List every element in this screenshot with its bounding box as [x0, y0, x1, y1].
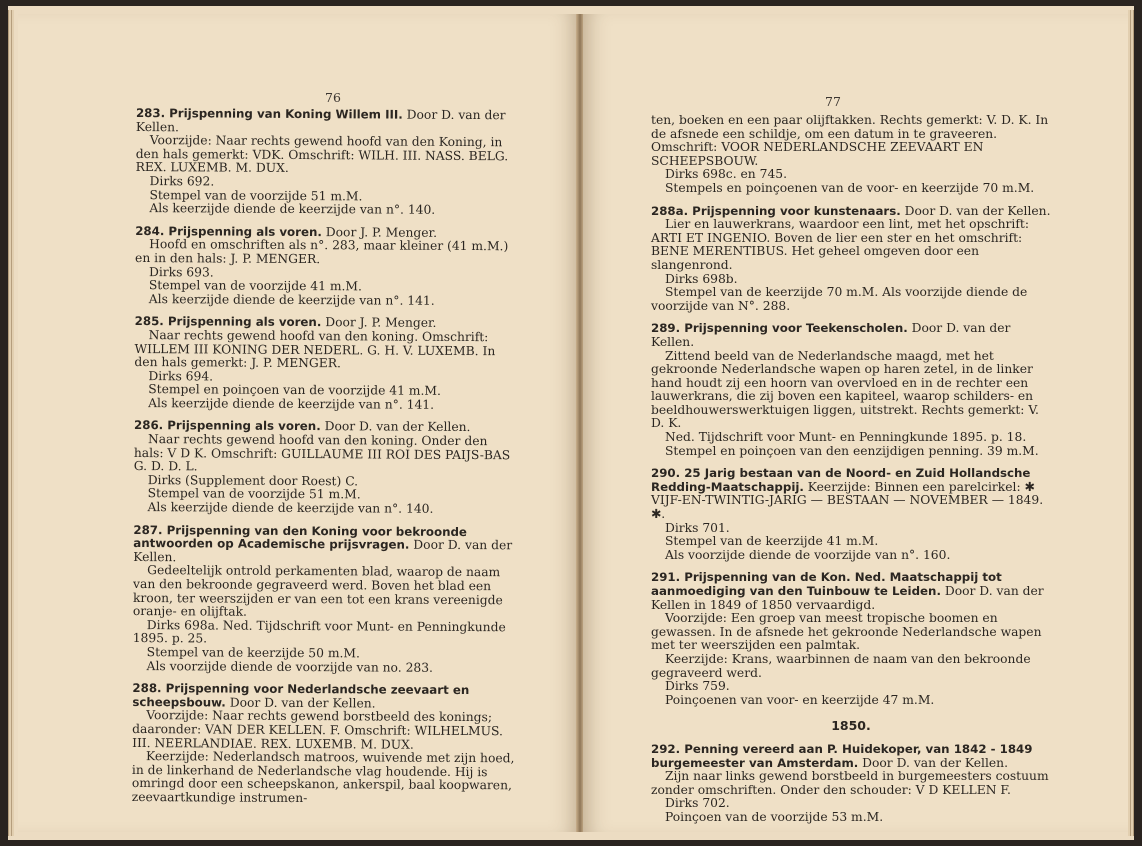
- entries-block: [651, 205, 1051, 708]
- catalog-entry: [133, 524, 520, 676]
- entry-heading: 283. Prijspenning van Koning Willem III.: [135, 106, 403, 122]
- catalog-entry: [135, 225, 521, 309]
- entry-heading: 284. Prijspenning als voren.: [135, 223, 322, 239]
- catalog-entry: [651, 743, 1051, 825]
- entry-line: Door D. van der Kellen.: [858, 755, 1008, 770]
- year-heading: 1850.: [831, 718, 871, 734]
- entry-line: Door J. P. Menger.: [321, 224, 438, 240]
- page-number-left: 76: [325, 90, 341, 105]
- entry-line: Dirks 692.: [149, 174, 215, 189]
- left-page: [18, 14, 578, 832]
- entry-line: Keerzijde: Nederlandsch matroos, wuivende met zijn hoed, in de linkerhand de Nederlandsche vlag houdende. Hij is omringd door een scheepskanon, ankerspil, baal koopwaren, zeevaartkundige instrumen-: [131, 749, 515, 805]
- catalog-entry: [651, 322, 1051, 458]
- entry-line: Door D. van der Kellen.: [225, 695, 376, 711]
- entry-heading: 289. Prijspenning voor Teekenscholen.: [651, 321, 908, 336]
- entry-line: Door D. van der Kellen.: [651, 321, 1011, 349]
- entry-heading: 286. Prijspenning als voren.: [134, 418, 321, 434]
- catalog-entry: [135, 107, 522, 218]
- entry-heading: 291. Prijspenning van de Kon. Ned. Maatschappij tot aanmoediging van den Tuinbouw te Leiden.: [651, 570, 1002, 598]
- entry-line: Dirks (Supplement door Roest) C.: [147, 472, 359, 489]
- entry-line: Stempel van de voorzijde 41 m.M.: [148, 278, 362, 294]
- entry-line: Voorzijde: Naar rechts gewend borstbeeld des konings; daaronder: VAN DER KELLEN. F. Omschrift: WILHELMUS. III. NEERLANDIAE. REX. LUXEMB. M. DUX.: [132, 708, 503, 752]
- entry-line: Naar rechts gewend hoofd van den koning. Omschrift: WILLEM III KONING DER NEDERL. G. H. V. LUXEMB. In den hals gemerkt: J. P. MENGER.: [134, 327, 496, 371]
- entry-line: ten, boeken en een paar olijftakken. Rechts gemerkt: V. D. K. In de afsnede een schildje, om een datum in te graveeren. Omschrift: VOOR NEDERLANDSCHE ZEEVAART EN SCHEEPSBOUW.: [651, 113, 1049, 168]
- page-edges-right: [1128, 10, 1134, 836]
- entries-after-year: [651, 743, 1051, 825]
- entry-line: Door D. van der Kellen in 1849 of 1850 vervaardigd.: [651, 584, 1044, 612]
- entry-line: Als keerzijde diende de keerzijde van n°. 141.: [148, 291, 435, 308]
- catalog-entry: [651, 571, 1051, 707]
- entry-line: Als keerzijde diende de keerzijde van n°. 140.: [149, 201, 436, 217]
- entry-line: Hoofd en omschriften als n°. 283, maar kleiner (41 m.M.) en in den hals: J. P. MENGER.: [135, 237, 509, 267]
- open-book: [8, 6, 1134, 840]
- entry-line: Dirks 698a. Ned. Tijdschrift voor Munt- en Penningkunde 1895. p. 25.: [132, 617, 506, 646]
- entry-line: Stempel en poinçoen van de voorzijde 41 m.M.: [148, 382, 441, 399]
- entry-line: Als keerzijde diende de keerzijde van n°. 140.: [147, 500, 434, 516]
- entry-line: Als keerzijde diende de keerzijde van n°. 141.: [148, 395, 435, 412]
- entry-line: Poinçoenen van voor- en keerzijde 47 m.M.: [665, 692, 935, 707]
- entry-line: Dirks 693.: [148, 264, 214, 280]
- right-page: [583, 14, 1128, 832]
- continuation-block: [651, 114, 1051, 196]
- left-page-text: [132, 107, 522, 816]
- entry-line: Dirks 698b.: [665, 271, 738, 286]
- entry-line: Voorzijde: Naar rechts gewend hoofd van den Koning, in den hals gemerkt: VDK. Omschrift: WILH. III. NASS. BELG. REX. LUXEMB. M. DUX.: [135, 133, 509, 176]
- entry-line: Stempel en poinçoen van den eenzijdigen penning. 39 m.M.: [665, 443, 1039, 458]
- entry-line: Dirks 694.: [148, 368, 214, 384]
- entry-line: Stempel van de keerzijde 50 m.M.: [146, 645, 360, 661]
- entry-line: Gedeeltelijk ontrold perkamenten blad, waarop de naam van den bekroonde gegraveerd werd. Boven het blad een kroon, ter weerszijden er van een tot een krans vereenigde oranje- en olijftak.: [132, 563, 503, 619]
- entry-line: Door D. van der Kellen.: [133, 537, 513, 565]
- entry-line: Door D. van der Kellen.: [900, 203, 1051, 218]
- entry-line: Stempels en poinçoenen van de voor- en keerzijde 70 m.M.: [665, 180, 1035, 195]
- entry-line: Poinçoen van de voorzijde 53 m.M.: [665, 809, 884, 824]
- entry-line: Als voorzijde diende de voorzijde van n°. 160.: [665, 547, 951, 562]
- entry-line: Naar rechts gewend hoofd van den koning. Onder den hals: V D K. Omschrift: GUILLAUME III ROI DES PAIJS-BAS G. D. D. L.: [133, 432, 511, 474]
- catalog-entry: [134, 315, 521, 413]
- entry-line: Lier en lauwerkrans, waardoor een lint, met het opschrift: ARTI ET INGENIO. Boven de lier een ster en het omschrift: BENE MERENTIBUS. Het geheel omgeven door een slangenrond.: [651, 217, 1029, 272]
- catalog-entry: [651, 467, 1051, 562]
- entry-line: Door D. van der Kellen.: [135, 107, 506, 134]
- entry-line: Stempel van de voorzijde 51 m.M.: [149, 187, 363, 203]
- entry-line: Stempel van de keerzijde 41 m.M.: [665, 534, 879, 549]
- entry-heading: 292. Penning vereerd aan P. Huidekoper, van 1842 - 1849 burgemeester van Amsterdam.: [651, 741, 1033, 770]
- entry-line: Keerzijde: Binnen een parelcirkel: ✱ VIJF-EN-TWINTIG-JARIG — BESTAAN — NOVEMBER — 1849. ✱.: [651, 479, 1044, 522]
- entry-line: Dirks 701.: [665, 520, 730, 535]
- entry-line: Zijn naar links gewend borstbeeld in burgemeesters costuum zonder omschriften. Onder den schouder: V D KELLEN F.: [651, 769, 1049, 797]
- entry-heading: 287. Prijspenning van den Koning voor bekroonde antwoorden op Academische prijsvragen.: [133, 522, 468, 552]
- entry-heading: 288. Prijspenning voor Nederlandsche zeevaart en scheepsbouw.: [132, 681, 470, 710]
- entry-line: Dirks 702.: [665, 796, 730, 811]
- entry-line: Door J. P. Menger.: [321, 315, 437, 331]
- entry-line: Door D. van der Kellen.: [320, 419, 471, 435]
- entry-line: Ned. Tijdschrift voor Munt- en Penningkunde 1895. p. 18.: [665, 430, 1027, 445]
- entry-line: Keerzijde: Krans, waarbinnen de naam van den bekroonde gegraveerd werd.: [651, 651, 1031, 680]
- entry-line: Stempel van de keerzijde 70 m.M. Als voorzijde diende de voorzijde van N°. 288.: [651, 285, 1028, 313]
- catalog-entry: [132, 682, 519, 807]
- entry-heading: 285. Prijspenning als voren.: [134, 314, 322, 330]
- entry-line: Dirks 759.: [665, 679, 730, 694]
- entry-heading: 290. 25 Jarig bestaan van de Noord- en Zuid Hollandsche Redding-Maatschappij.: [651, 466, 1031, 494]
- catalog-entry: [651, 205, 1051, 314]
- entry-heading: 288a. Prijspenning voor kunstenaars.: [651, 203, 901, 218]
- entry-line: Stempel van de voorzijde 51 m.M.: [147, 486, 361, 502]
- right-page-text: [651, 114, 1051, 832]
- entry-line: Als voorzijde diende de voorzijde van no. 283.: [146, 658, 434, 675]
- entry-line: Voorzijde: Een groep van meest tropische boomen en gewassen. In de afsnede het gekroonde Nederlandsche wapen met ter weerszijden een palmtak.: [651, 611, 1042, 653]
- page-edges-left: [8, 10, 14, 836]
- entry-line: Zittend beeld van de Nederlandsche maagd, met het gekroonde Nederlandsche wapen op haren zetel, in de linker hand houdt zij een hoorn van overvloed en in de rechter een lauwerkrans, die zij boven een kapiteel, waarop schilders- en beeldhouwerswerktuigen liggen, uitstrekt. Rechts gemerkt: V. D. K.: [651, 348, 1039, 431]
- page-number-right: 77: [825, 94, 841, 109]
- entry-line: Dirks 698c. en 745.: [665, 167, 788, 182]
- catalog-entry: [134, 419, 521, 517]
